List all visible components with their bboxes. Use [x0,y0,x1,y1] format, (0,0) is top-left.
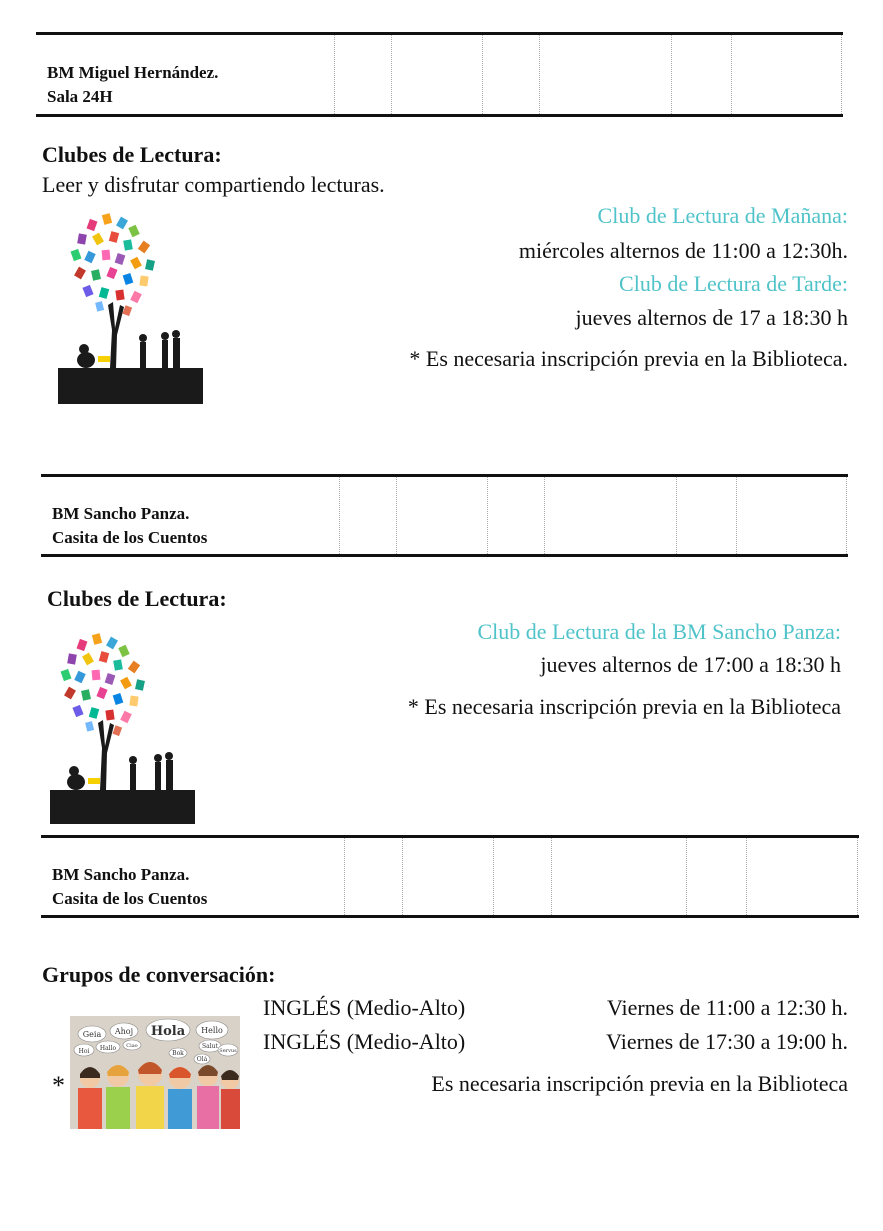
conversation-illustration [70,1016,240,1129]
library-name: BM Sancho Panza. [52,865,190,884]
club-schedule: jueves alternos de 17:00 a 18:30 h [540,652,841,677]
bubble-text: Bok [172,1050,184,1057]
group-language: INGLÉS (Medio-Alto) [263,995,466,1020]
book-tree-illustration [50,630,195,824]
club-name: Club de Lectura de la BM Sancho Panza: [477,619,841,644]
library-room: Casita de los Cuentos [52,889,208,908]
asterisk: * [52,1071,65,1100]
bubble-text: Hallo [99,1045,117,1052]
section-title: Grupos de conversación: [42,962,276,987]
group-schedule: Viernes de 17:30 a 19:00 h. [606,1029,848,1054]
club-schedule: jueves alternos de 17 a 18:30 h [575,305,848,330]
section-subtitle: Leer y disfrutar compartiendo lecturas. [42,172,385,197]
bubble-text: Ciao [126,1043,138,1049]
bubble-text: Hello [201,1026,223,1035]
bubble-text: Servus [219,1048,237,1054]
group-schedule: Viernes de 11:00 a 12:30 h. [606,995,848,1020]
library-name: BM Miguel Hernández. [47,63,219,82]
book-tree-illustration [58,210,203,404]
section-title: Clubes de Lectura: [42,142,222,167]
bubble-text: Hola [150,1024,186,1039]
club-schedule: miércoles alternos de 11:00 a 12:30h. [518,238,848,263]
library-room: Sala 24H [47,87,113,106]
registration-note: * Es necesaria inscripción previa en la Biblioteca. [409,346,848,371]
library-header-table-2 [41,474,848,557]
club-name: Club de Lectura de Mañana: [597,203,848,228]
library-name: BM Sancho Panza. [52,504,190,523]
bubble-text: Hoi [78,1048,90,1055]
club-name: Club de Lectura de Tarde: [619,271,848,296]
bubble-text: Geia [82,1030,102,1039]
bubble-text: Ahoj [114,1027,134,1036]
bubble-text: Olá [196,1056,208,1063]
bubble-text: Salut [202,1043,218,1050]
registration-note: * Es necesaria inscripción previa en la Biblioteca [407,694,841,719]
group-language: INGLÉS (Medio-Alto) [263,1029,466,1054]
library-header-table-1 [36,32,843,117]
section-title: Clubes de Lectura: [47,586,227,611]
library-room: Casita de los Cuentos [52,528,208,547]
library-header-table-3 [41,835,859,918]
registration-note: Es necesaria inscripción previa en la Biblioteca [431,1071,848,1096]
